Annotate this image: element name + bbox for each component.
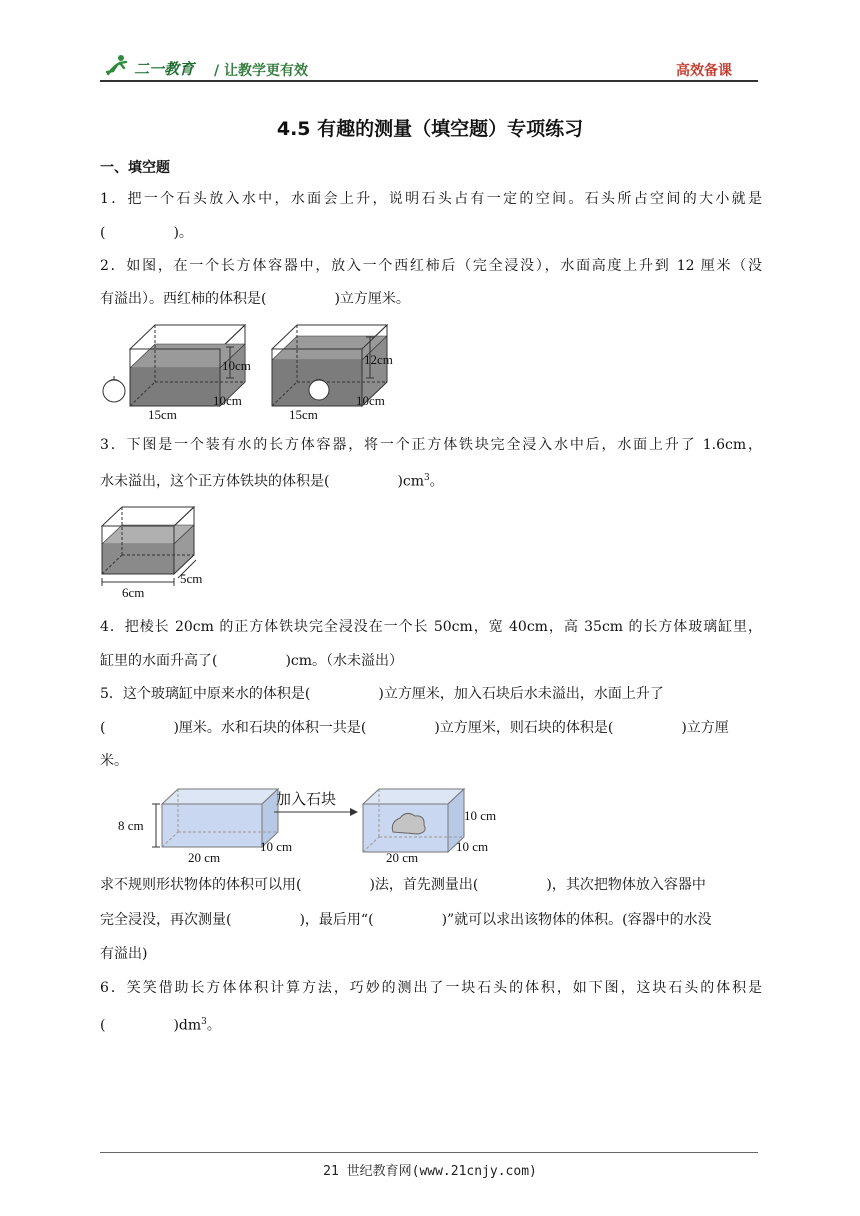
q5-right-length: 20 cm [386, 850, 419, 865]
q2-figure [100, 320, 410, 424]
q5-line2: ( )厘米。水和石块的体积一共是( )立方厘米，则石块的体积是( )立方厘 [100, 720, 729, 736]
q2-left-length: 15cm [148, 407, 177, 422]
page-footer: 21 世纪教育网(www.21cnjy.com) [323, 1164, 537, 1179]
q4-line2: 缸里的水面升高了( )cm。（水未溢出） [100, 653, 404, 669]
section-heading: 一、填空题 [100, 160, 170, 176]
q5-left-length: 20 cm [188, 850, 221, 865]
q4-line1: 4．把棱长 20cm 的正方体铁块完全浸没在一个长 50cm，宽 40cm，高 35cm 的长方体玻璃缸里， [100, 619, 762, 635]
q2-right-box [272, 323, 393, 422]
footer-rule [100, 1152, 758, 1153]
q3-figure [100, 504, 230, 600]
q5-arrow-label: 加入石块 [276, 792, 337, 808]
page-header [100, 52, 758, 82]
q5-para-line1: 求不规则形状物体的体积可以用( )法，首先测量出( )，其次把物体放入容器中 [100, 877, 706, 893]
q5-right-width: 10 cm [456, 839, 489, 854]
q5-right-height: 10 cm [464, 808, 497, 823]
q3-width: 5cm [180, 571, 203, 586]
q5-figure [118, 782, 518, 868]
q2-left-height: 10cm [222, 358, 251, 373]
q3-line2: 水未溢出，这个正方体铁块的体积是( )$cm^3$。 [100, 473, 444, 490]
q5-line3: 米。 [100, 753, 128, 769]
header-right-tag: 高效备课 [676, 63, 732, 79]
q2-left-width: 10cm [213, 393, 242, 408]
q5-para-line2: 完全浸没，再次测量( )，最后用“( )”就可以求出该物体的体积。(容器中的水没 [100, 912, 712, 928]
header-rule [100, 80, 758, 82]
q3-line1: 3．下图是一个装有水的长方体容器，将一个正方体铁块完全浸入水中后，水面上升了 1.6cm， [100, 437, 762, 453]
brand-slogan: / 让教学更有效 [214, 63, 308, 79]
q2-right-height: 12cm [364, 352, 393, 367]
q6-line2: ( )$dm^3$。 [100, 1017, 221, 1034]
q5-line1: 5．这个玻璃缸中原来水的体积是( )立方厘米，加入石块后水未溢出，水面上升了 [100, 686, 664, 702]
runner-logo-icon [104, 54, 130, 78]
q3-length: 6cm [122, 585, 145, 600]
q1-line1: 1．把一个石头放入水中，水面会上升，说明石头占有一定的空间。石头所占空间的大小就是 [100, 191, 762, 207]
q6-line1: 6．笑笑借助长方体体积计算方法，巧妙的测出了一块石头的体积，如下图，这块石头的体积是 [100, 980, 762, 996]
q2-line1: 2．如图，在一个长方体容器中，放入一个西红柿后（完全浸没），水面高度上升到 12 厘米（没 [100, 258, 762, 274]
q1-line2: ( )。 [100, 225, 193, 241]
page-title: 4.5 有趣的测量（填空题）专项练习 [276, 118, 584, 140]
q2-line2: 有溢出）。西红柿的体积是( )立方厘米。 [100, 291, 410, 307]
q5-left-height: 8 cm [118, 818, 144, 833]
q5-para-line3: 有溢出) [100, 946, 148, 962]
q2-right-width: 10cm [356, 393, 385, 408]
q2-left-box [103, 325, 251, 422]
q2-right-length: 15cm [289, 407, 318, 422]
brand-name: 二一教育 [134, 60, 195, 78]
q5-left-width: 10 cm [260, 839, 293, 854]
